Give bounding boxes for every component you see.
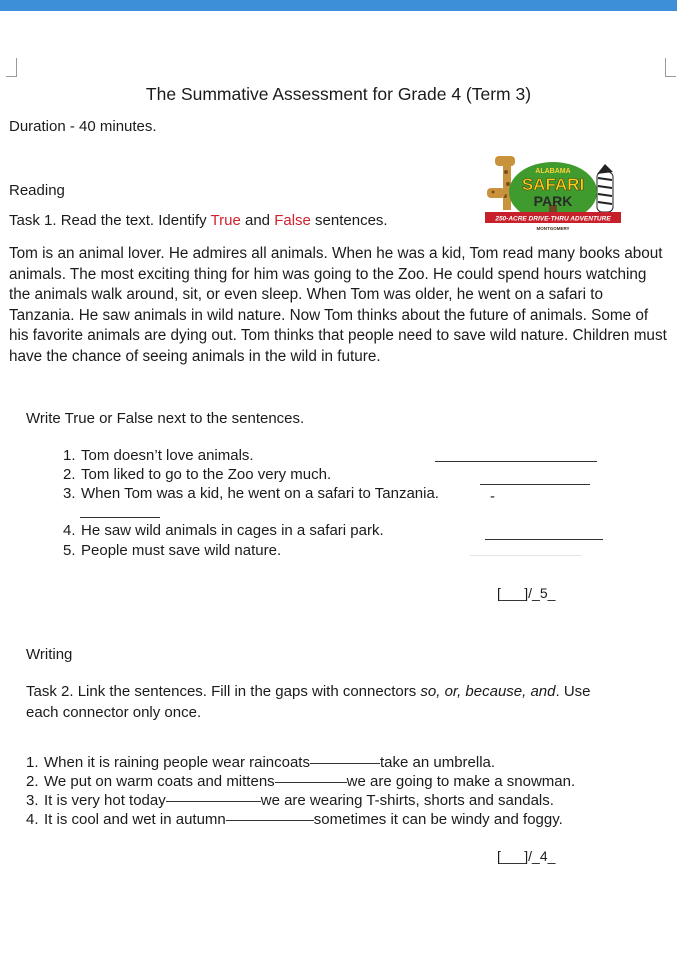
answer-blank-5[interactable] [470, 555, 582, 556]
gap-blank-2[interactable] [275, 782, 347, 783]
task1-label: Task 1 [9, 212, 53, 229]
zebra-icon [597, 164, 613, 212]
page-corner-mark-left [6, 58, 17, 77]
task1-end: sentences. [310, 212, 388, 229]
reading-score: [___]/_5_ [497, 585, 556, 601]
gap-item-before: We put on warm coats and mittens [44, 773, 275, 790]
answer-blank-3[interactable] [80, 517, 160, 518]
task1-instruction [9, 212, 388, 229]
tf-item-text: Tom liked to go to the Zoo very much. [81, 466, 332, 483]
page-title: The Summative Assessment for Grade 4 (Term 3) [145, 84, 532, 104]
answer-blank-4[interactable] [485, 539, 603, 540]
tf-item-1 [63, 447, 254, 464]
tf-item-text: Tom doesn’t love animals. [81, 447, 254, 464]
gap-item-before: It is very hot today [44, 792, 166, 809]
tf-item-text: When Tom was a kid, he went on a safari to Tanzania. [81, 485, 439, 502]
giraffe-icon [487, 156, 515, 210]
tf-item-3 [63, 485, 439, 502]
gap-item-before: It is cool and wet in autumn [44, 811, 226, 828]
gap-item-4 [26, 811, 563, 828]
gap-item-2 [26, 773, 575, 790]
tf-item-4 [63, 522, 384, 539]
task2-end: . Use [555, 683, 591, 700]
answer-blank-2[interactable] [480, 484, 590, 485]
task2-instruction [26, 683, 591, 700]
duration-text: Duration - 40 minutes. [9, 118, 157, 135]
gap-item-number: 4. [26, 811, 39, 828]
page-corner-mark-right [665, 58, 676, 77]
tf-item-number: 4. [63, 522, 76, 539]
true-false-instruction: Write True or False next to the sentences. [26, 410, 305, 427]
tf-item-text: People must save wild nature. [81, 542, 282, 559]
gap-item-before: When it is raining people wear raincoats [44, 754, 310, 771]
tf-item-number: 5. [63, 542, 76, 559]
logo-park: PARK [533, 193, 573, 209]
top-accent-bar [0, 0, 677, 11]
logo-alabama: ALABAMA [535, 168, 571, 175]
writing-heading: Writing [26, 646, 73, 663]
gap-item-after: we are wearing T-shirts, shorts and sandals. [260, 792, 554, 809]
reading-heading: Reading [9, 182, 65, 199]
reading-paragraph: Tom is an animal lover. He admires all animals. When he was a kid, Tom read many books about animals. The most exciting thing for him was going to the Zoo. He could spend hours watching the animals walk around, sit, or even sleep. When Tom was older, he went on a safari to Tanzania. He saw animals in wild nature. Now Tom thinks about the future of animals. Some of his favorite animals are dying out. Tom thinks that people need to save wild nature. Children must have the chance of seeing animals in the wild in future. [9, 245, 667, 365]
true-word: True [210, 212, 241, 229]
answer-dash-3: - [490, 488, 495, 505]
gap-blank-3[interactable] [166, 801, 261, 802]
writing-score: [___]/_4_ [497, 848, 556, 864]
gap-item-number: 2. [26, 773, 39, 790]
logo-safari: SAFARI [521, 175, 585, 194]
gap-item-after: sometimes it can be windy and foggy. [313, 811, 563, 828]
and-word: and [240, 212, 275, 229]
tf-item-number: 1. [63, 447, 76, 464]
gap-item-number: 3. [26, 792, 39, 809]
task1-text: . Read the text. Identify [52, 212, 211, 229]
logo-location: MONTGOMERY [536, 226, 570, 231]
task2-label: Task 2. [26, 683, 74, 700]
gap-blank-4[interactable] [226, 820, 314, 821]
tf-item-text: He saw wild animals in cages in a safari park. [81, 522, 384, 539]
connector-list: so, or, because, and [420, 683, 556, 700]
gap-item-number: 1. [26, 754, 39, 771]
gap-item-after: take an umbrella. [379, 754, 496, 771]
tf-item-2 [63, 466, 331, 483]
tf-item-number: 2. [63, 466, 76, 483]
task2-instruction-line2: each connector only once. [26, 704, 202, 721]
logo-banner: 250-ACRE DRIVE-THRU ADVENTURE [495, 215, 611, 223]
answer-blank-1[interactable] [435, 461, 597, 462]
task2-text: Link the sentences. Fill in the gaps with connectors [73, 683, 421, 700]
safari-park-logo [483, 150, 623, 240]
gap-blank-1[interactable] [310, 763, 380, 764]
gap-item-1 [26, 754, 495, 771]
tf-item-5 [63, 542, 281, 559]
gap-item-after: we are going to make a snowman. [346, 773, 576, 790]
false-word: False [274, 212, 311, 229]
tf-item-number: 3. [63, 485, 76, 502]
gap-item-3 [26, 792, 554, 809]
